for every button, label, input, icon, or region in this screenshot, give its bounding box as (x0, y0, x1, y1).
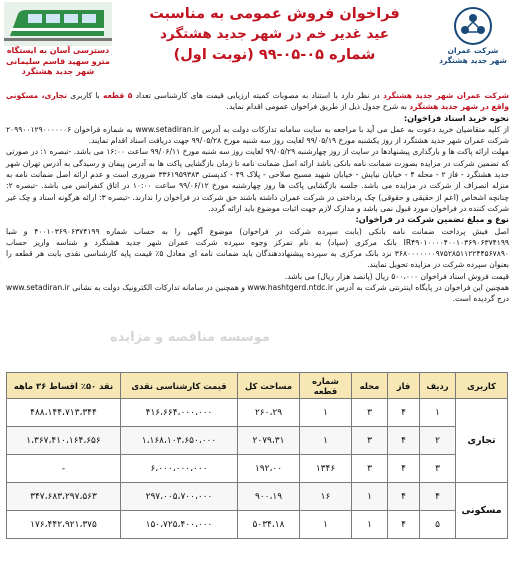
header-area: مساحت کل (238, 373, 300, 399)
cell: ۵۰۳۴،۱۸ (238, 511, 300, 539)
header (0, 0, 515, 92)
title-line-1: فراخوان فروش عمومی به مناسبت (149, 6, 400, 22)
table-header-row (7, 373, 508, 399)
header-phase: فاز (388, 373, 420, 399)
cell: ۲۰۷۹،۳۱ (238, 427, 300, 455)
table-row (7, 399, 508, 427)
cell: ۳۴۷،۶۸۳،۲۹۷،۵۶۳ (7, 483, 121, 511)
header-usage: کاربری (456, 373, 508, 399)
header-installment-price: نقد ۵۰٪ اقساط ۳۶ ماهه (7, 373, 121, 399)
intro-text-1: در نظر دارد با استناد به مصوبات کمیته ارزیابی قیمت های کارشناسی تعداد (132, 91, 383, 100)
header-district: محله (352, 373, 388, 399)
cell: ۳ (352, 399, 388, 427)
cell: ۲۹۷،۰۰۵،۷۰۰،۰۰۰ (121, 483, 238, 511)
table-row (7, 455, 508, 483)
section-1-title: نحوه خرید اسناد فراخوان: (403, 112, 509, 123)
cell: ۴ (388, 427, 420, 455)
table-row (7, 511, 508, 539)
company-logo (437, 6, 509, 84)
table-row (7, 483, 508, 511)
table-row (7, 427, 508, 455)
cell: ۴ (420, 483, 456, 511)
metro-banner (4, 2, 112, 88)
cell: ۱۷۶،۴۴۲،۹۲۱،۳۷۵ (7, 511, 121, 539)
cell: - (7, 455, 121, 483)
cell: ۱ (300, 399, 352, 427)
usage-cell-residential: مسکونی (456, 483, 508, 539)
intro-count: ۵ قطعه (103, 91, 133, 100)
header-row-number: ردیف (420, 373, 456, 399)
cell: ۴۸۸،۱۴۴،۷۱۳،۳۴۴ (7, 399, 121, 427)
cell: ۳ (352, 427, 388, 455)
train-icon (4, 2, 112, 46)
cell: ۴ (388, 399, 420, 427)
intro-lead: شرکت عمران شهر جدید هشتگرد (382, 91, 509, 100)
intro-usage: تجاری، مسکونی واقع در شهر جدید هشتگرد (6, 91, 509, 112)
header-plot-number: شماره قطعه (300, 373, 352, 399)
logo-text-2: شهر جدید هشتگرد (439, 56, 507, 65)
cell: ۱۳۴۶ (300, 455, 352, 483)
cell: ۱،۱۶۸،۱۰۳،۶۵۰،۰۰۰ (121, 427, 238, 455)
cell: ۴ (388, 455, 420, 483)
logo-text-1: شرکت عمران (447, 46, 499, 55)
section-4-web: همچنین این فراخوان در پایگاه اینترنتی شرکت به آدرس www.hashtgerd.ntdc.ir و همچنین در سامانه تدارکات الکترونیک دولت به نشانی www.setadiran.ir درج گردیده است. (6, 283, 509, 304)
ad-body (6, 90, 509, 305)
section-3-title: نوع و مبلغ تضمین شرکت در فراخوان: (355, 214, 509, 225)
plots-table-grid (6, 372, 508, 539)
title-line-3: شماره ۰۵-۰۵-۹۹ (نوبت اول) (173, 47, 376, 63)
intro-paragraph (6, 90, 509, 113)
section-2-body: مهلت ارائه پاکت ها و بارگذاری پیشنهادها در سایت از روز چهارشنبه ۹۹/۰۵/۲۹ لغایت روز سه شنبه مورخ ۹۹/۰۶/۱۱ ساعت ۱۶:۰۰ می باشد. -تبصره ۱: در صورتی که تضمین شرکت در مزایده بصورت ضمانت نامه بانکی باشد ارائه اصل ضمانت نامه تا زمان بازگشایی پاکت ها به آدرس پیمان و رسیدگی به آدرس تهران شهر جدید هشتگرد - فاز ۲ - محله ۴ - خیابان نیایش - خیابان شهید مسیح صلاحی - پلاک ۴۹ - کدپستی ۳۳۶۱۹۵۹۳۸۳ ضروری است و عدم ارائه اصل ضمانت نامه به منزله انصراف از شرکت در مزایده می باشد. جلسه بازگشایی پاکت ها روز چهارشنبه مورخ ۹۹/۰۶/۱۲ ساعت ۱۰:۰۰ در اتاق کنفرانس می باشد. -تبصره ۲: چنانچه اشخاص (اعم از حقیقی و حقوقی) چک پرداختی در شرکت عمران داشته باشند حق شرکت در فراخوان را ندارند. -تبصره ۳: ارائه هرگونه اسناد و چک غیر شرکت کننده در فراخوان مورد قبول نمی باشد و مدارک لازم جهت اثبات موضوع باید ارائه گردد. (6, 147, 510, 213)
section-3-body: اصل فیش پرداخت ضمانت نامه بانکی (بابت سپرده شرکت در فراخوان) موضوع آگهی را به حساب شماره ۴۰۰۱۰۳۶۹۰۶۳۷۴۱۹۹ و شبا IR۴۹۰۱۰۰۰۰۴۰۰۱۰۳۶۹۰۶۳۷۴۱۹۹ بانک مرکزی (سپاد) به نام تمرکز وجوه سپرده شرکت عمران شهر جدید هشتگرد و شناسه واریز حساب ۳۶۸۰۰۰۰۰۰۰۹۷۵۲۸۵۱۱۲۲۴۴۵۶۷۸۹۰ نزد بانک مرکزی به سپرده پیشنهاددهندگان باید ضمانت نامه ای معادل ۵٪ قیمت پایه کارشناسی نقدی بابت هر قطعه را بعنوان سپرده شرکت در مزایده تحویل نمایند. (6, 226, 509, 270)
intro-text-3: به شرح جدول ذیل از طریق فراخوان عمومی اقدام نماید. (226, 102, 410, 112)
plots-table (7, 372, 508, 572)
cell: ۱۶ (300, 483, 352, 511)
cell: ۱ (352, 511, 388, 539)
cell: ۹۰۰،۱۹ (238, 483, 300, 511)
cell: ۱۵۰،۷۲۵،۴۰۰،۰۰۰ (121, 511, 238, 539)
cell: ۱،۳۶۷،۴۱۰،۱۶۴،۶۵۶ (7, 427, 121, 455)
cell: ۳ (352, 455, 388, 483)
cell: ۲۶۰،۲۹ (238, 399, 300, 427)
cell: ۱ (420, 399, 456, 427)
title-line-2: عید غدیر خم در شهر جدید هشتگرد (160, 26, 389, 42)
cell: ۶،۰۰۰،۰۰۰،۰۰۰ (121, 455, 238, 483)
section-1-body: از کلیه متقاضیان خرید دعوت به عمل می آید با مراجعه به سایت سامانه تدارکات دولت به آدرس www.setadiran.ir به شماره فراخوان ۲۰۹۹۰۰۱۲۹۰۰۰۰۰۰۶ شرکت عمران شهر جدید هشتگرد از روز یکشنبه مورخ ۹۹/۰۵/۱۹ لغایت روز سه شنبه مورخ ۹۹/۰۵/۲۸ جهت دریافت اسناد اقدام نمایند. (6, 124, 509, 146)
cell: ۱۹۲،۰۰ (238, 455, 300, 483)
section-4-price: قیمت فروش اسناد فراخوان ۵۰۰،۰۰۰ ریال (پانصد هزار ریال) می باشد. (284, 271, 509, 281)
header-cash-price: قیمت کارشناسی نقدی (121, 373, 238, 399)
cell: ۴ (388, 511, 420, 539)
watermark: موسسه مناقصه و مزایده (110, 330, 270, 345)
cell: ۴۱۶،۶۶۴،۰۰۰،۰۰۰ (121, 399, 238, 427)
cell: ۱ (300, 427, 352, 455)
cell: ۵ (420, 511, 456, 539)
usage-cell-commercial: تجاری (456, 399, 508, 483)
logo-icon (453, 6, 493, 46)
cell: ۱ (352, 483, 388, 511)
cell: ۴ (388, 483, 420, 511)
title-block (118, 4, 431, 66)
intro-text-2: با کاربری (67, 91, 104, 100)
cell: ۲ (420, 427, 456, 455)
cell: ۳ (420, 455, 456, 483)
cell: ۱ (300, 511, 352, 539)
metro-caption: دسترسی آسان به ایستگاه مترو سهید قاسم سلیمانی شهر جدید هشتگرد (6, 46, 110, 76)
